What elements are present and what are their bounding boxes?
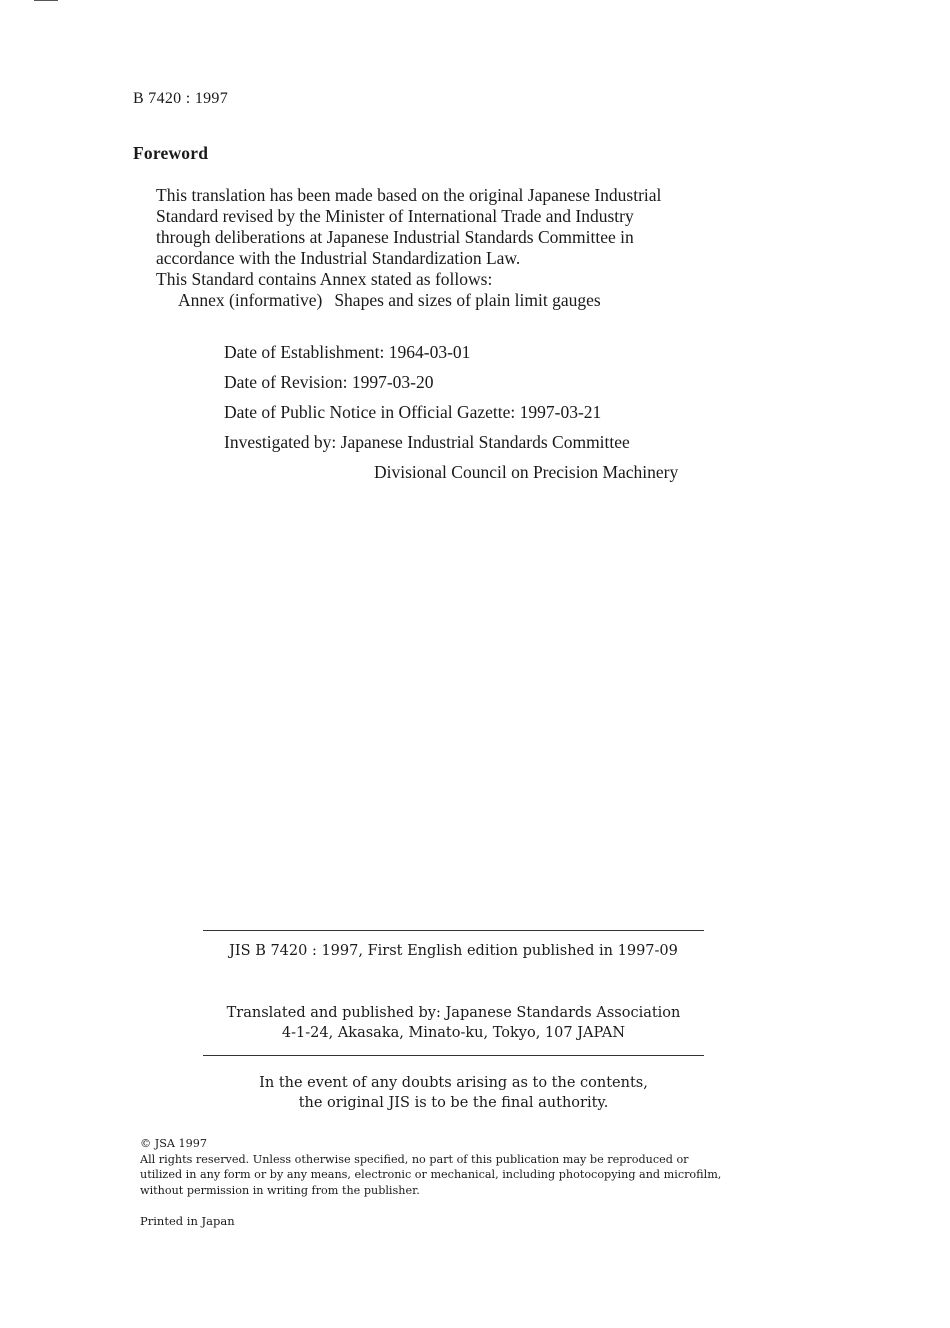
investigating-council: Divisional Council on Precision Machinery (374, 462, 679, 482)
document-number: B 7420 : 1997 (133, 90, 229, 107)
foreword-line: This translation has been made based on the original Japanese Industrial (156, 185, 662, 205)
disclaimer-block (0, 1073, 907, 1113)
publisher-block (0, 1003, 907, 1043)
corner-mark (34, 0, 58, 1)
publisher-address: 4-1-24, Akasaka, Minato-ku, Tokyo, 107 JAPAN (281, 1025, 626, 1041)
date-of-public-notice: Date of Public Notice in Official Gazette: 1997-03-21 (224, 402, 602, 422)
foreword-body (156, 185, 796, 311)
printed-in: Printed in Japan (140, 1214, 235, 1228)
annex-entry (156, 290, 796, 311)
copyright-line: utilized in any form or by any means, electronic or mechanical, including photocopying and microfilm, (140, 1168, 722, 1181)
disclaimer-line: In the event of any doubts arising as to the contents, (259, 1075, 648, 1091)
foreword-line: Standard revised by the Minister of International Trade and Industry (156, 206, 634, 226)
publisher-name: Translated and published by: Japanese Standards Association (226, 1005, 681, 1021)
dates-block (224, 340, 678, 490)
date-of-establishment: Date of Establishment: 1964-03-01 (224, 342, 471, 362)
foreword-line: through deliberations at Japanese Industrial Standards Committee in (156, 227, 634, 247)
foreword-line: accordance with the Industrial Standardization Law. (156, 248, 521, 268)
divider-bottom (203, 1055, 704, 1056)
annex-title: Shapes and sizes of plain limit gauges (334, 290, 601, 310)
divider-top (203, 930, 704, 931)
copyright-block (140, 1136, 800, 1198)
disclaimer-line: the original JIS is to be the final authority. (298, 1095, 609, 1111)
date-of-revision: Date of Revision: 1997-03-20 (224, 372, 434, 392)
copyright-line: without permission in writing from the publisher. (140, 1183, 420, 1197)
edition-line: JIS B 7420 : 1997, First English edition published in 1997-09 (229, 943, 678, 959)
copyright-mark: © JSA 1997 (140, 1137, 207, 1150)
foreword-heading: Foreword (133, 143, 209, 163)
copyright-line: All rights reserved. Unless otherwise specified, no part of this publication may be reproduced or (140, 1152, 689, 1166)
investigated-by: Investigated by: Japanese Industrial Standards Committee (224, 432, 630, 452)
annex-tag: Annex (informative) (178, 290, 323, 310)
foreword-line: This Standard contains Annex stated as follows: (156, 269, 493, 289)
